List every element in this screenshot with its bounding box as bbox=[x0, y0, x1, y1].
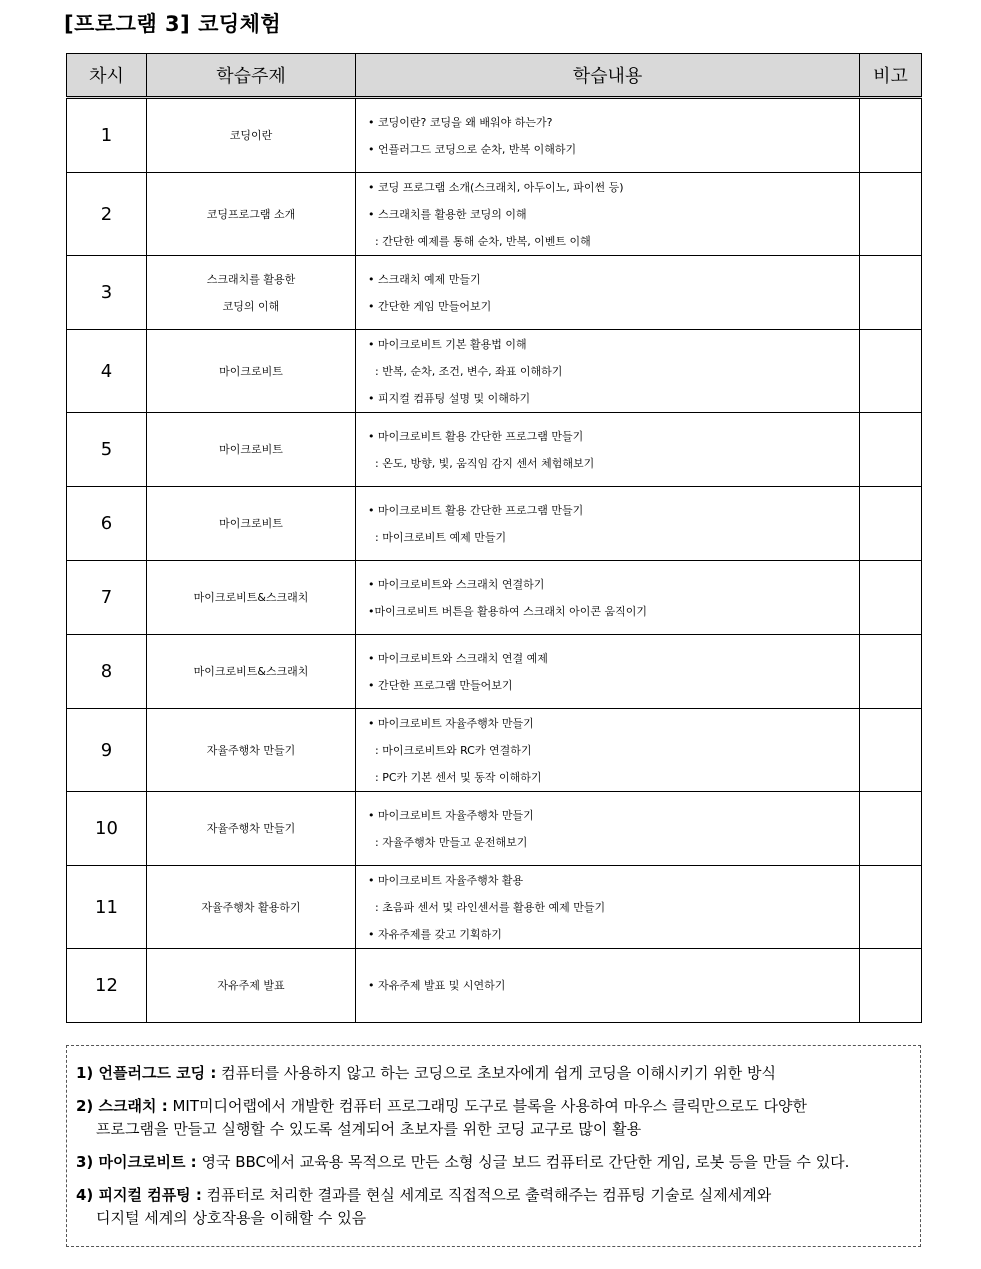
content-line: • 언플러그드 코딩으로 순차, 반복 이해하기 bbox=[368, 142, 577, 156]
footnote-text-continued: 프로그램을 만들고 실행할 수 있도록 설계되어 초보자를 위한 코딩 교구로 많이 활용 bbox=[96, 1120, 642, 1138]
content-cell bbox=[356, 487, 860, 561]
content-line: • 마이크로비트 자율주행차 활용 bbox=[368, 873, 524, 887]
footnote-text: MIT미디어랩에서 개발한 컴퓨터 프로그래밍 도구로 블록을 사용하여 마우스 클릭만으로도 다양한 bbox=[167, 1097, 808, 1115]
session-number: 8 bbox=[67, 635, 147, 709]
table-row bbox=[67, 635, 922, 709]
topic-line: 마이크로비트&스크래치 bbox=[193, 665, 309, 678]
content-line: : 마이크로비트 예제 만들기 bbox=[368, 530, 507, 544]
table-row bbox=[67, 561, 922, 635]
header-topic: 학습주제 bbox=[147, 54, 356, 98]
remarks-cell bbox=[860, 173, 922, 256]
table-row bbox=[67, 709, 922, 792]
footnote-item bbox=[76, 1095, 912, 1141]
footnote-text: 영국 BBC에서 교육용 목적으로 만든 소형 싱글 보드 컴퓨터로 간단한 게임, 로봇 등을 만들 수 있다. bbox=[196, 1153, 850, 1171]
header-content: 학습내용 bbox=[356, 54, 860, 98]
topic-line: 자율주행차 만들기 bbox=[206, 743, 296, 757]
content-line: • 마이크로비트 활용 간단한 프로그램 만들기 bbox=[368, 429, 584, 443]
remarks-cell bbox=[860, 561, 922, 635]
remarks-cell bbox=[860, 635, 922, 709]
header-session: 차시 bbox=[67, 54, 147, 98]
content-cell bbox=[356, 173, 860, 256]
page-title: [프로그램 3] 코딩체험 bbox=[64, 12, 282, 36]
footnote-item bbox=[76, 1184, 912, 1230]
remarks-cell bbox=[860, 413, 922, 487]
table-row bbox=[67, 256, 922, 330]
content-line: : 온도, 방향, 빛, 움직임 감지 센서 체험해보기 bbox=[368, 456, 595, 470]
topic-line: 마이크로비트 bbox=[219, 517, 283, 530]
topic-line: 마이크로비트 bbox=[219, 364, 283, 378]
header-remarks: 비고 bbox=[860, 54, 922, 98]
content-cell bbox=[356, 256, 860, 330]
topic-cell bbox=[147, 256, 356, 330]
remarks-cell bbox=[860, 256, 922, 330]
content-line: : 반복, 순차, 조건, 변수, 좌표 이해하기 bbox=[368, 364, 563, 378]
topic-line: 코딩이란 bbox=[229, 129, 273, 142]
topic-line: 코딩프로그램 소개 bbox=[206, 207, 296, 221]
content-line: • 코딩 프로그램 소개(스크래치, 아두이노, 파이썬 등) bbox=[368, 180, 624, 194]
content-line: • 마이크로비트 자율주행차 만들기 bbox=[368, 716, 534, 730]
content-line: • 간단한 프로그램 만들어보기 bbox=[368, 678, 513, 692]
remarks-cell bbox=[860, 792, 922, 866]
curriculum-table bbox=[66, 53, 922, 1023]
topic-line: 자유주제 발표 bbox=[217, 979, 285, 992]
topic-line: 자율주행차 활용하기 bbox=[201, 900, 301, 914]
topic-line: 마이크로비트&스크래치 bbox=[193, 591, 309, 604]
content-line: • 마이크로비트와 스크래치 연결하기 bbox=[368, 577, 545, 591]
session-number: 3 bbox=[67, 256, 147, 330]
content-line: • 자유주제 발표 및 시연하기 bbox=[368, 979, 506, 992]
content-line: : 마이크로비트와 RC카 연결하기 bbox=[368, 743, 532, 757]
session-number: 10 bbox=[67, 792, 147, 866]
remarks-cell bbox=[860, 949, 922, 1023]
session-number: 9 bbox=[67, 709, 147, 792]
topic-line: 자율주행차 만들기 bbox=[206, 822, 296, 835]
topic-line: 스크래치를 활용한 bbox=[206, 272, 296, 286]
content-line: • 스크래치 예제 만들기 bbox=[368, 272, 481, 286]
topic-line: 마이크로비트 bbox=[219, 443, 283, 456]
content-cell bbox=[356, 709, 860, 792]
table-body bbox=[67, 98, 922, 1023]
remarks-cell bbox=[860, 330, 922, 413]
topic-cell bbox=[147, 413, 356, 487]
table-row bbox=[67, 330, 922, 413]
remarks-cell bbox=[860, 487, 922, 561]
content-cell bbox=[356, 949, 860, 1023]
table-row bbox=[67, 413, 922, 487]
content-line: • 마이크로비트와 스크래치 연결 예제 bbox=[368, 651, 548, 665]
footnote-item bbox=[76, 1062, 912, 1085]
content-line: • 스크래치를 활용한 코딩의 이해 bbox=[368, 207, 527, 221]
table-row bbox=[67, 792, 922, 866]
topic-line: 코딩의 이해 bbox=[222, 299, 280, 313]
content-cell bbox=[356, 635, 860, 709]
table-header-row bbox=[67, 54, 922, 98]
session-number: 11 bbox=[67, 866, 147, 949]
session-number: 1 bbox=[67, 98, 147, 173]
table-row bbox=[67, 487, 922, 561]
footnote-term: 2) 스크래치 : bbox=[76, 1097, 168, 1115]
topic-cell bbox=[147, 98, 356, 173]
remarks-cell bbox=[860, 98, 922, 173]
footnote-text: 컴퓨터로 처리한 결과를 현실 세계로 직접적으로 출력해주는 컴퓨팅 기술로 실제세계와 bbox=[201, 1186, 772, 1204]
topic-cell bbox=[147, 173, 356, 256]
topic-cell bbox=[147, 866, 356, 949]
remarks-cell bbox=[860, 866, 922, 949]
footnote-term: 1) 언플러그드 코딩 : bbox=[76, 1064, 217, 1082]
table-row bbox=[67, 949, 922, 1023]
footnote-term: 3) 마이크로비트 : bbox=[76, 1153, 197, 1171]
footnotes-box bbox=[66, 1045, 921, 1247]
topic-cell bbox=[147, 487, 356, 561]
footnote-text: 컴퓨터를 사용하지 않고 하는 코딩으로 초보자에게 쉽게 코딩을 이해시키기 위한 방식 bbox=[216, 1064, 776, 1082]
session-number: 5 bbox=[67, 413, 147, 487]
session-number: 2 bbox=[67, 173, 147, 256]
content-line: •마이크로비트 버튼을 활용하여 스크래치 아이콘 움직이기 bbox=[368, 604, 647, 618]
table-row bbox=[67, 173, 922, 256]
table-row bbox=[67, 866, 922, 949]
content-line: • 자유주제를 갖고 기획하기 bbox=[368, 927, 502, 941]
footnote-text-continued: 디지털 세계의 상호작용을 이해할 수 있음 bbox=[96, 1209, 367, 1227]
topic-cell bbox=[147, 792, 356, 866]
content-line: • 마이크로비트 자율주행차 만들기 bbox=[368, 808, 534, 822]
content-line: • 간단한 게임 만들어보기 bbox=[368, 299, 492, 313]
session-number: 4 bbox=[67, 330, 147, 413]
topic-cell bbox=[147, 949, 356, 1023]
table-row bbox=[67, 98, 922, 173]
footnote-term: 4) 피지컬 컴퓨팅 : bbox=[76, 1186, 202, 1204]
topic-cell bbox=[147, 561, 356, 635]
remarks-cell bbox=[860, 709, 922, 792]
topic-cell bbox=[147, 330, 356, 413]
content-line: : PC카 기본 센서 및 동작 이해하기 bbox=[368, 770, 542, 784]
content-line: • 코딩이란? 코딩을 왜 배워야 하는가? bbox=[368, 115, 553, 129]
content-cell bbox=[356, 330, 860, 413]
footnote-item bbox=[76, 1151, 912, 1174]
content-line: • 피지컬 컴퓨팅 설명 및 이해하기 bbox=[368, 391, 531, 405]
content-line: : 자율주행차 만들고 운전해보기 bbox=[368, 835, 528, 849]
session-number: 6 bbox=[67, 487, 147, 561]
topic-cell bbox=[147, 709, 356, 792]
content-cell bbox=[356, 413, 860, 487]
content-cell bbox=[356, 866, 860, 949]
content-cell bbox=[356, 561, 860, 635]
content-line: : 간단한 예제를 통해 순차, 반복, 이벤트 이해 bbox=[368, 234, 591, 248]
session-number: 12 bbox=[67, 949, 147, 1023]
content-line: • 마이크로비트 기본 활용법 이해 bbox=[368, 337, 527, 351]
topic-cell bbox=[147, 635, 356, 709]
content-cell bbox=[356, 98, 860, 173]
session-number: 7 bbox=[67, 561, 147, 635]
content-cell bbox=[356, 792, 860, 866]
content-line: : 초음파 센서 및 라인센서를 활용한 예제 만들기 bbox=[368, 900, 606, 914]
content-line: • 마이크로비트 활용 간단한 프로그램 만들기 bbox=[368, 503, 584, 517]
